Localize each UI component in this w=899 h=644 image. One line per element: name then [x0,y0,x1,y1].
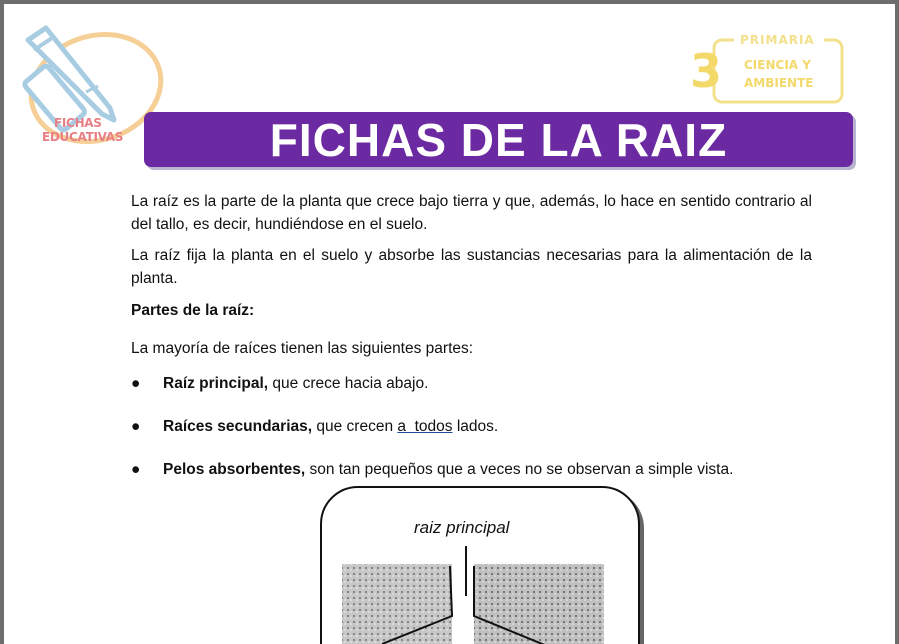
document-page [4,4,895,644]
paragraph-1: La raíz es la parte de la planta que crece bajo tierra y que, además, lo hace en sentido contrario al del tallo, es decir, hundiéndose en el suelo. [131,193,812,233]
subject-line1: CIENCIA Y [744,58,811,72]
root-illustration-icon [322,488,638,644]
list-item-text: que crecen [312,418,398,435]
grade-number: 3 [690,44,723,98]
paragraph-2: La raíz fija la planta en el suelo y absorbe las sustancias necesarias para la alimentación de la planta. [131,247,812,287]
intro-text: La mayoría de raíces tienen las siguientes partes: [131,340,474,357]
bullet-icon: ● [131,375,141,392]
underlined-text: a todos [397,418,453,435]
level-label: PRIMARIA [740,33,815,47]
list-item-term: Raíces secundarias, [163,418,313,435]
list-item-term: Pelos absorbentes, [163,461,306,478]
subject-line2: AMBIENTE [744,76,814,90]
title-banner [144,112,853,167]
list-item-text: son tan pequeños que a veces no se observan a simple vista. [305,461,734,478]
list-item-term: Raíz principal, [163,375,269,392]
list-item-text: que crece hacia abajo. [268,375,429,392]
figure-label: raiz principal [414,518,510,537]
root-diagram [320,486,640,644]
bullet-icon: ● [131,418,141,435]
bullet-icon: ● [131,461,141,478]
page-title: FICHAS DE LA RAIZ [269,114,728,166]
grade-subject-badge [690,30,850,110]
logo-line1: FICHAS [54,116,102,130]
logo-line2: EDUCATIVAS [42,130,124,144]
list-item-text-end: lados. [452,418,499,435]
section-heading: Partes de la raíz: [131,302,255,319]
